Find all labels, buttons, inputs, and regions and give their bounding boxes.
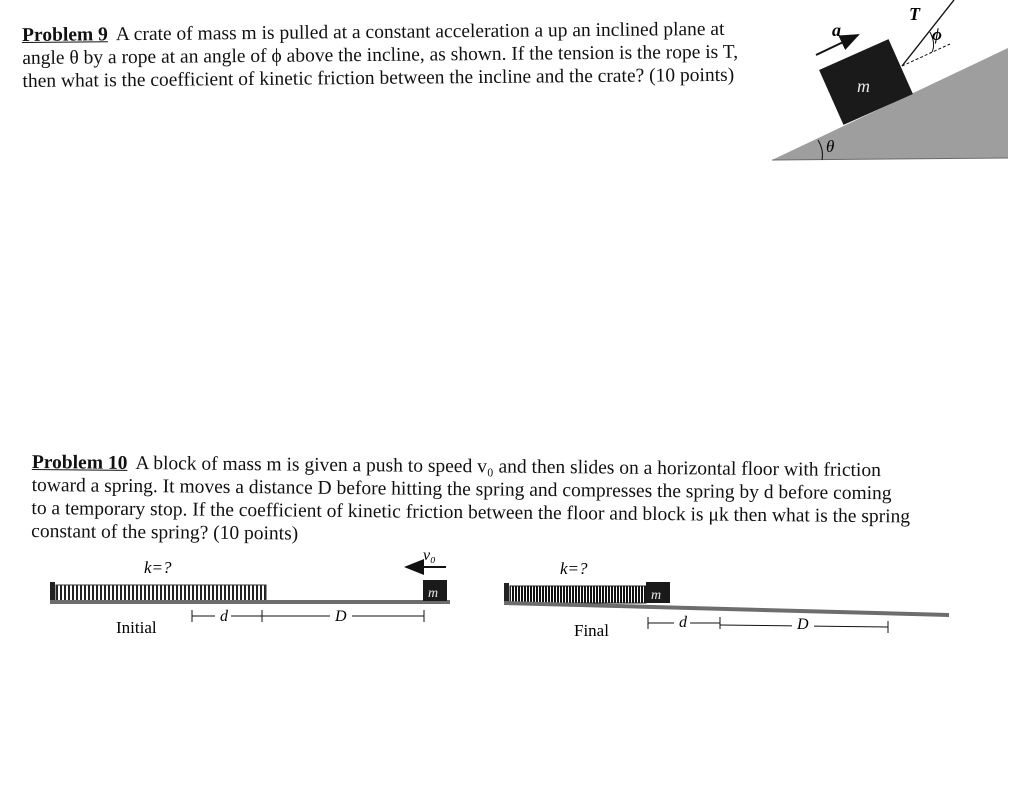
problem-9-text — [22, 18, 738, 93]
final-block-label: m — [651, 588, 662, 603]
problem-9-line-3: then what is the coefficient of kinetic friction between the incline and the crate? (10 points) — [22, 64, 735, 92]
initial-spring — [56, 585, 266, 602]
final-D-label: D — [797, 616, 809, 633]
problem-10-line-2: toward a spring. It moves a distance D before hitting the spring and compresses the spring by d before coming — [31, 474, 892, 505]
initial-caption: Initial — [116, 618, 157, 637]
crate-mass-label: m — [857, 76, 870, 96]
final-spring-constant-label: k=? — [560, 559, 588, 578]
final-figure — [494, 545, 964, 655]
initial-d-label: d — [220, 608, 228, 625]
initial-figure — [40, 540, 470, 650]
final-d-label: d — [679, 614, 687, 631]
initial-D-label: D — [335, 608, 347, 625]
final-spring — [510, 586, 646, 603]
problem-10-title: Problem 10 — [31, 451, 128, 474]
initial-speed-label: v₀ — [423, 547, 436, 564]
tension-label: T — [909, 4, 920, 24]
acceleration-label: a — [832, 20, 841, 40]
initial-block-label: m — [428, 586, 439, 601]
problem-9-line-1: Problem 9 A crate of mass m is pulled at a constant acceleration a up an inclined plane at — [22, 18, 725, 46]
final-floor — [504, 601, 949, 617]
initial-spring-constant-label: k=? — [144, 558, 172, 577]
incline-reference-line — [902, 44, 950, 66]
problem-10-line-4: constant of the spring? (10 points) — [31, 520, 299, 545]
problem-10-text — [31, 451, 911, 551]
problem-9-line-2: angle θ by a rope at an angle of ϕ above the incline, as shown. If the tension is the rope is T, — [22, 41, 739, 69]
problem-9-title: Problem 9 — [22, 24, 108, 46]
problem-10-line-3: to a temporary stop. If the coefficient of kinetic friction between the floor and block is μk then what is the spring — [31, 497, 911, 528]
incline-figure — [760, 0, 1024, 170]
rope-angle-label: ϕ — [932, 25, 942, 44]
final-caption: Final — [574, 621, 609, 640]
incline-angle-label: θ — [826, 137, 835, 156]
problem-10-line-1: Problem 10 A block of mass m is given a push to speed v₀ and then slides on a horizontal floor with friction — [31, 451, 881, 482]
initial-floor — [50, 600, 450, 604]
